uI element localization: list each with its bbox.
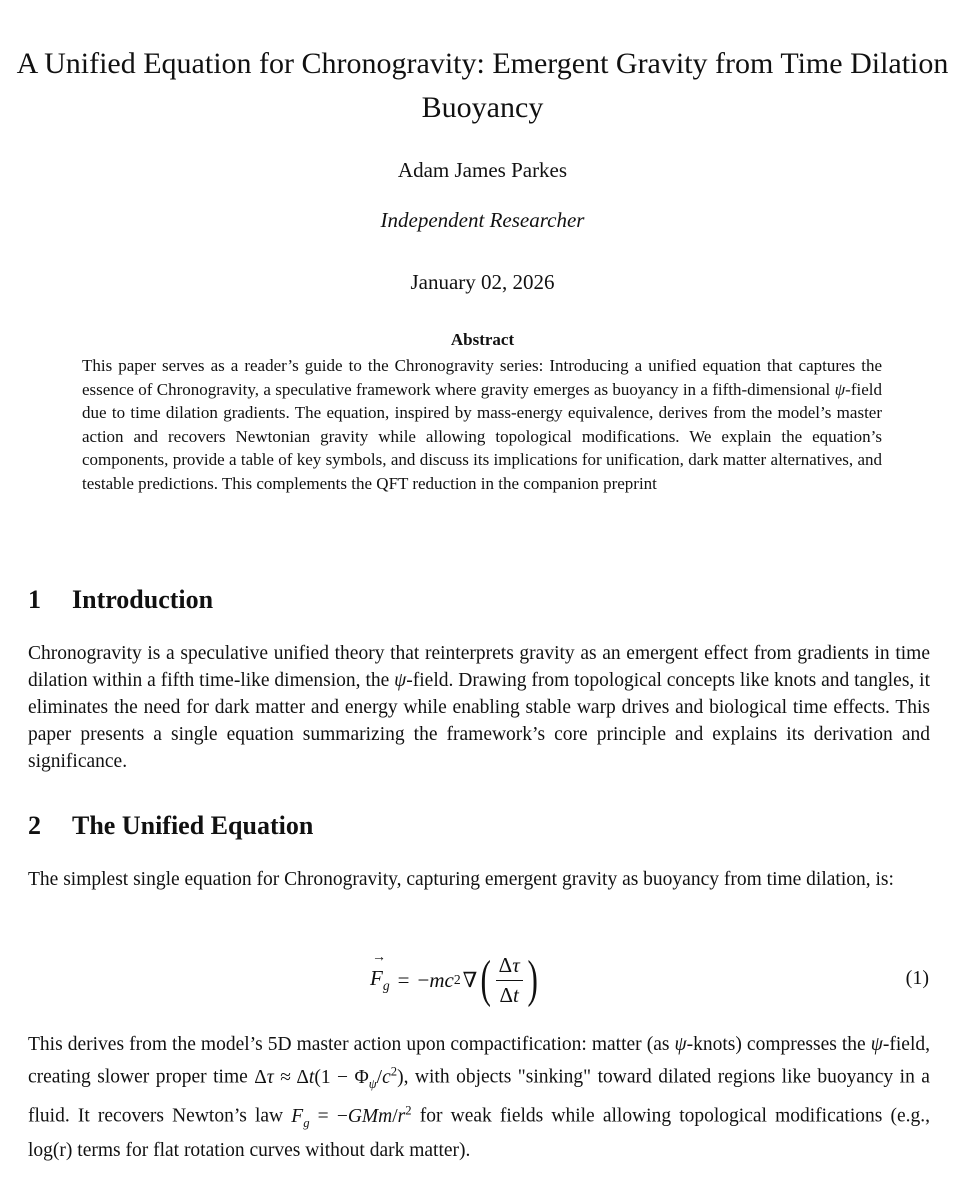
equation-1: [0, 945, 965, 1015]
derivation-paragraph: [28, 1031, 930, 1164]
abstract-text-part: This paper serves as a reader’s guide to the Chronogravity series: Introducing a unified equation that captures the essence of Chronogravity, a speculative framework where gravity emerges as buoyancy in a fifth-dimensional: [82, 356, 882, 399]
psi-symbol: ψ: [394, 670, 407, 691]
abstract-text: [82, 354, 882, 495]
section-title: Introduction: [72, 585, 214, 614]
left-paren: (: [480, 951, 492, 1008]
paragraph-text: -field, creating slower proper time: [28, 1034, 930, 1088]
fraction: $\frac{\Delta\tau}{\Delta t}$: [496, 953, 523, 1008]
introduction-paragraph: [28, 640, 930, 775]
paper-date: January 02, 2026: [410, 270, 555, 294]
paragraph-text: Chronogravity is a speculative unified theory that reinterprets gravity as an emergent effect from gradients in time dilation within a fifth time-like dimension, the: [28, 643, 930, 691]
author-name: Adam James Parkes: [397, 158, 568, 182]
author-affiliation: Independent Researcher: [380, 208, 585, 232]
equation-body: → $F_g$ = − mc 2 ∇ ( $\frac{\Delta\tau}{\Delta t}$ ): [370, 945, 541, 1015]
paragraph-text: , with objects "sinking" toward dilated regions like buoyancy in a fluid. It recovers Newton’s law: [28, 1066, 930, 1127]
section-number: 2: [28, 811, 41, 840]
paper-title: A Unified Equation for Chronogravity: Emergent Gravity from Time Dilation Buoyancy: [16, 47, 949, 124]
paragraph-text: -field. Drawing from topological concepts like knots and tangles, it eliminates the need for dark matter and energy while enabling stable warp drives and biological time effects. This paper presents a single equation summarizing the framework’s core principle and explains its derivation and significance.: [28, 670, 930, 772]
section-title: The Unified Equation: [72, 811, 314, 840]
newton-law-formula: $F_g = -GMm/r^2$: [291, 1103, 412, 1130]
equation-number: (1): [905, 967, 929, 989]
psi-symbol: ψ: [834, 379, 846, 399]
section-heading-unified-equation: [28, 811, 313, 841]
paragraph-text: -knots) compresses the: [686, 1034, 871, 1055]
right-paren: ): [527, 951, 538, 1008]
paragraph-text: This derives from the model’s 5D master action upon compactification: matter (as: [28, 1034, 675, 1055]
equation-intro-paragraph: The simplest single equation for Chronogravity, capturing emergent gravity as buoyancy from time dilation, is:: [28, 869, 894, 890]
section-number: 1: [28, 585, 41, 614]
psi-symbol: ψ: [870, 1034, 883, 1055]
abstract-heading: Abstract: [450, 330, 515, 349]
psi-symbol: ψ: [674, 1034, 687, 1055]
paragraph-text: for weak fields while allowing topological modifications (e.g., log(r) terms for flat rotation curves without dark matter).: [28, 1105, 930, 1161]
proper-time-formula: $\Delta\tau \approx \Delta t(1 - \Phi_\psi/c^2)$: [254, 1064, 404, 1091]
abstract-text-part: -field due to time dilation gradients. The equation, inspired by mass-energy equivalence, derives from the model’s master action and recovers Newtonian gravity while allowing topological modifications. We explain the equation’s components, provide a table of key symbols, and discuss its implications for unification, dark matter alternatives, and testable predictions. This complements the QFT reduction in the companion preprint: [82, 379, 882, 493]
section-heading-introduction: [28, 585, 213, 615]
